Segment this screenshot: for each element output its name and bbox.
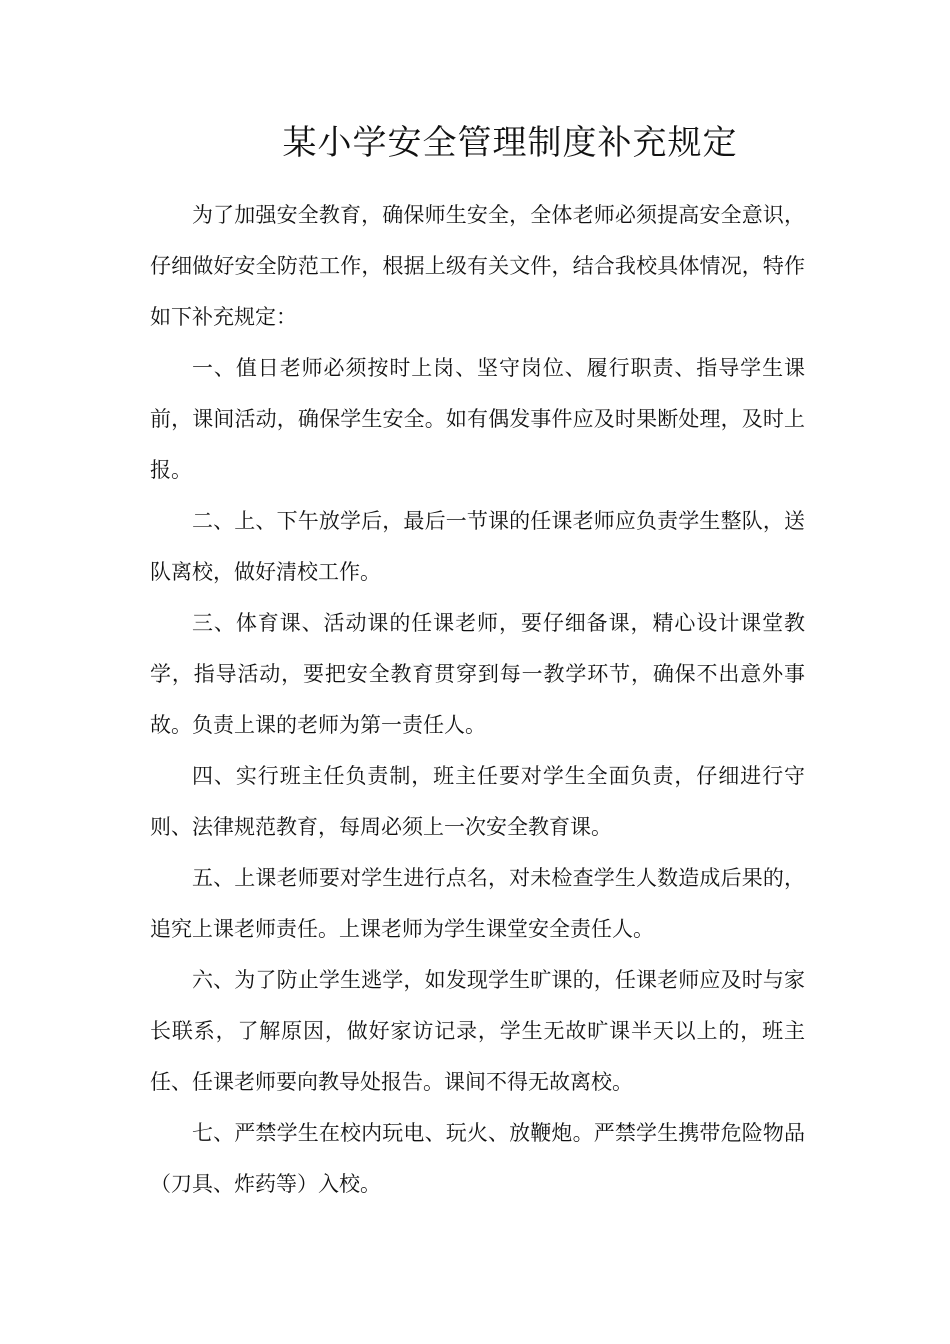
document-title: 某小学安全管理制度补充规定 xyxy=(282,123,738,163)
rule-paragraph-2: 二、上、下午放学后，最后一节课的任课老师应负责学生整队，送队离校，做好清校工作。 xyxy=(150,509,805,584)
rule-paragraph-4: 四、实行班主任负责制，班主任要对学生全面负责，仔细进行守则、法律规范教育，每周必须上一次安全教育课。 xyxy=(150,764,805,839)
intro-paragraph: 为了加强安全教育，确保师生安全，全体老师必须提高安全意识，仔细做好安全防范工作，根据上级有关文件，结合我校具体情况，特作如下补充规定： xyxy=(150,203,805,329)
document-body xyxy=(150,190,805,1210)
rule-paragraph-7: 七、严禁学生在校内玩电、玩火、放鞭炮。严禁学生携带危险物品（刀具、炸药等）入校。 xyxy=(150,1121,805,1196)
rule-paragraph-5: 五、上课老师要对学生进行点名，对未检查学生人数造成后果的，追究上课老师责任。上课老师为学生课堂安全责任人。 xyxy=(150,866,805,941)
rule-paragraph-1: 一、值日老师必须按时上岗、坚守岗位、履行职责、指导学生课前，课间活动，确保学生安全。如有偶发事件应及时果断处理，及时上报。 xyxy=(150,356,805,482)
rule-paragraph-6: 六、为了防止学生逃学，如发现学生旷课的，任课老师应及时与家长联系，了解原因，做好家访记录，学生无故旷课半天以上的，班主任、任课老师要向教导处报告。课间不得无故离校。 xyxy=(150,968,805,1094)
rule-paragraph-3: 三、体育课、活动课的任课老师，要仔细备课，精心设计课堂教学，指导活动，要把安全教育贯穿到每一教学环节，确保不出意外事故。负责上课的老师为第一责任人。 xyxy=(150,611,805,737)
